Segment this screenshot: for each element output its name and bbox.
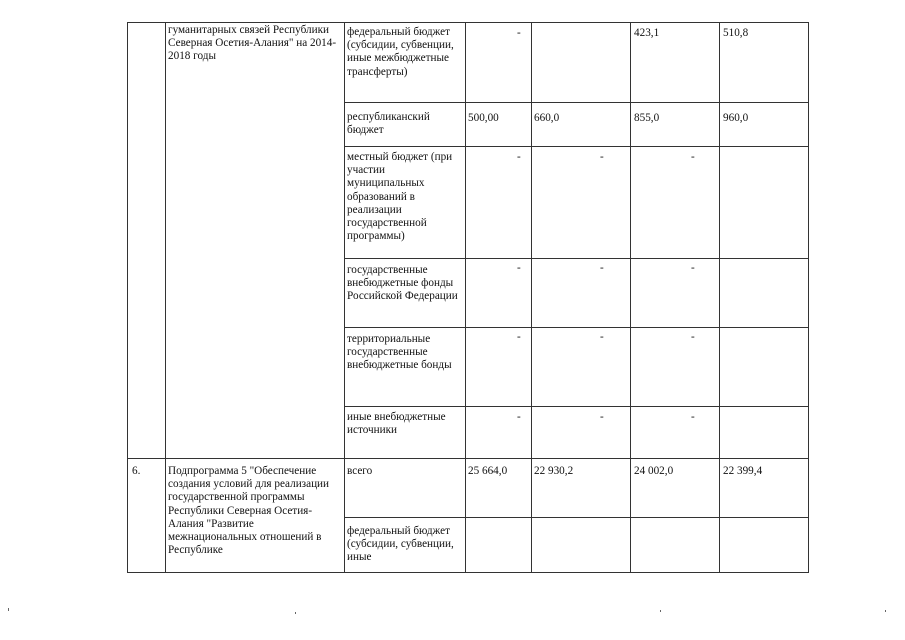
table-border-col-number	[165, 22, 166, 573]
row-divider	[344, 517, 809, 518]
funding-source-cell: республиканский бюджет	[347, 111, 430, 137]
funding-source-cell: федеральный бюджет (субсидии, субвенции, иные межбюджетные трансферты)	[347, 26, 454, 78]
scan-speck	[295, 612, 296, 614]
value-cell: -	[691, 151, 695, 163]
table-border-col-v1	[531, 22, 532, 573]
value-cell: -	[600, 411, 604, 423]
funding-source-cell: местный бюджет (при участии муниципальных образований в реализации государственной программы)	[347, 151, 453, 243]
row-number-cell: 6.	[132, 465, 141, 477]
row-divider	[344, 102, 809, 103]
value-cell: 500,00	[468, 112, 499, 124]
scan-speck	[885, 610, 886, 612]
value-cell: -	[691, 262, 695, 274]
scan-speck	[8, 608, 9, 611]
row-divider	[344, 258, 809, 259]
program-name-cell: гуманитарных связей Республики Северная Осетия-Алания" на 2014-2018 годы	[168, 24, 337, 63]
funding-source-cell: иные внебюджетные источники	[347, 411, 446, 437]
program-name-cell: Подпрограмма 5 "Обеспечение создания условий для реализации государственной программы Республики Северная Осетия-Алания "Развитие межнациональных отношений в Республике	[168, 465, 330, 557]
value-cell: -	[517, 331, 521, 343]
table-border-col-program	[344, 22, 345, 573]
table-border-left	[127, 22, 128, 573]
value-cell: 24 002,0	[634, 465, 674, 477]
value-cell: -	[517, 262, 521, 274]
value-cell: -	[600, 151, 604, 163]
value-cell: 25 664,0	[468, 465, 508, 477]
table-border-col-v2	[630, 22, 631, 573]
value-cell: -	[600, 331, 604, 343]
value-cell: -	[691, 331, 695, 343]
value-cell: 22 930,2	[534, 465, 574, 477]
funding-source-cell: государственные внебюджетные фонды Российской Федерации	[347, 264, 458, 303]
table-border-col-source	[465, 22, 466, 573]
funding-source-cell: всего	[347, 465, 373, 477]
row-divider	[344, 406, 809, 407]
value-cell: 423,1	[634, 27, 660, 39]
row-divider	[344, 146, 809, 147]
value-cell: 960,0	[723, 112, 749, 124]
row-divider	[344, 327, 809, 328]
table-border-col-v3	[719, 22, 720, 573]
value-cell: -	[517, 151, 521, 163]
section-divider	[127, 458, 809, 459]
value-cell: -	[600, 262, 604, 274]
funding-source-cell: территориальные государственные внебюджетные бонды	[347, 333, 452, 372]
value-cell: 660,0	[534, 112, 560, 124]
table-border-bottom	[127, 572, 809, 573]
funding-source-cell: федеральный бюджет (субсидии, субвенции, иные	[347, 525, 454, 564]
scan-speck	[660, 610, 661, 612]
value-cell: 22 399,4	[723, 465, 763, 477]
value-cell: -	[517, 27, 521, 39]
table-border-top	[127, 22, 809, 23]
value-cell: -	[517, 411, 521, 423]
value-cell: -	[691, 411, 695, 423]
value-cell: 510,8	[723, 27, 749, 39]
table-border-right	[808, 22, 809, 573]
value-cell: 855,0	[634, 112, 660, 124]
